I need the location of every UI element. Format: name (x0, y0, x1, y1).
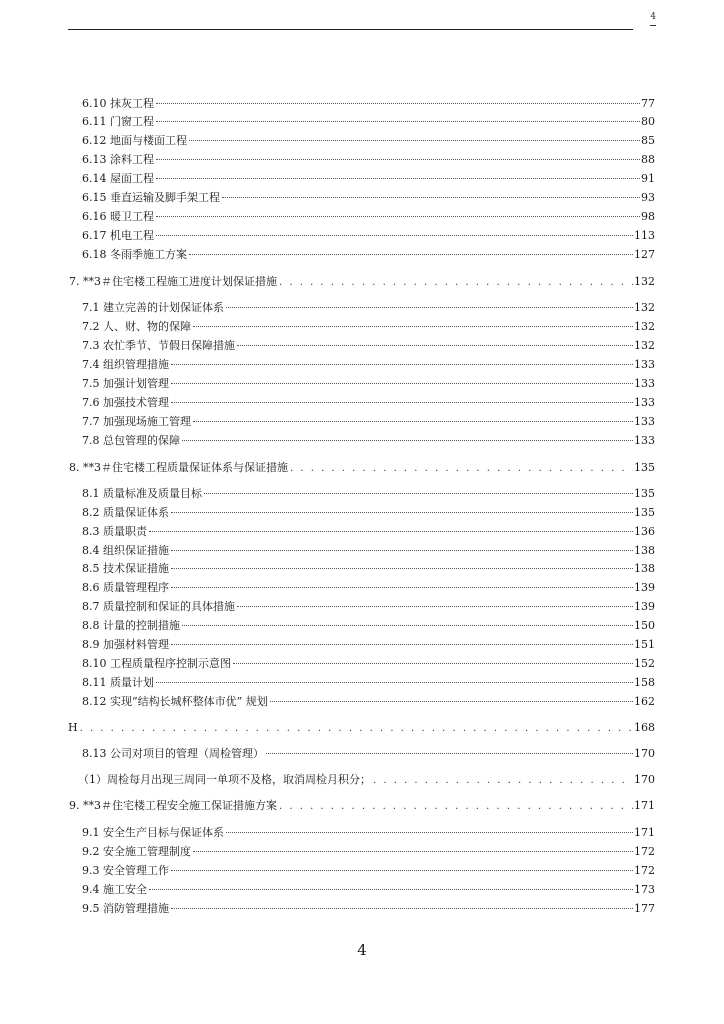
toc-label: 6.17 机电工程 (82, 229, 154, 242)
toc-section[interactable] (68, 721, 655, 735)
toc-label: 9.2 安全施工管理制度 (82, 845, 191, 858)
toc-entry[interactable] (82, 153, 655, 167)
toc-label: 8.2 质量保证体系 (82, 506, 169, 519)
toc-label: 7.4 组织管理措施 (82, 358, 169, 371)
toc-label: 6.11 门窗工程 (82, 115, 154, 128)
toc-page: 113 (634, 229, 655, 242)
toc-label: 9. **3＃住宅楼工程安全施工保证措施方案 (69, 799, 277, 812)
toc-entry[interactable] (82, 845, 655, 859)
toc-page: 135 (634, 487, 655, 500)
toc-label: 8.10 工程质量程序控制示意图 (82, 657, 231, 670)
toc-label: 7.6 加强技术管理 (82, 396, 169, 409)
toc-entry[interactable] (82, 248, 655, 262)
toc-page: 135 (634, 461, 655, 474)
toc-page: 171 (634, 799, 655, 812)
toc-entry[interactable] (82, 747, 655, 761)
toc-page: 133 (634, 358, 655, 371)
toc-label: 7.3 农忙季节、节假日保障措施 (82, 339, 235, 352)
toc-entry[interactable] (82, 562, 655, 576)
toc-label: 7.5 加强计划管理 (82, 377, 169, 390)
toc-entry[interactable] (82, 487, 655, 501)
toc-page: 170 (634, 747, 655, 760)
toc-label: 8.9 加强材料管理 (82, 638, 169, 651)
toc-label: 7. **3＃住宅楼工程施工进度计划保证措施 (69, 275, 277, 288)
toc-label: 8.8 计量的控制措施 (82, 619, 180, 632)
header-rule (68, 29, 633, 30)
toc-entry[interactable] (82, 676, 655, 690)
toc-page: 132 (634, 320, 655, 333)
toc-label: 7.8 总包管理的保障 (82, 434, 180, 447)
toc-entry[interactable] (82, 581, 655, 595)
toc-entry[interactable] (82, 358, 655, 372)
toc-label: 6.12 地面与楼面工程 (82, 134, 187, 147)
toc-entry[interactable] (82, 434, 655, 448)
toc-page: 173 (634, 883, 655, 896)
toc-page: 98 (641, 210, 655, 223)
toc-label: 6.10 抹灰工程 (82, 97, 154, 110)
toc-entry[interactable] (82, 695, 655, 709)
toc-label: 8.13 公司对项目的管理（周检管理） (82, 747, 264, 760)
toc-label: 8.7 质量控制和保证的具体措施 (82, 600, 235, 613)
toc-entry[interactable] (82, 396, 655, 410)
toc-section[interactable] (69, 275, 655, 289)
toc-page: 152 (634, 657, 655, 670)
toc-section[interactable] (78, 773, 655, 787)
toc-page: 136 (634, 525, 655, 538)
toc-page: 132 (634, 339, 655, 352)
toc-page: 91 (641, 172, 655, 185)
toc-entry[interactable] (82, 191, 655, 205)
toc-page: 133 (634, 434, 655, 447)
toc-page: 162 (634, 695, 655, 708)
toc-label: 6.13 涂料工程 (82, 153, 154, 166)
toc-page: 150 (634, 619, 655, 632)
toc-page: 151 (634, 638, 655, 651)
toc-label: 9.1 安全生产目标与保证体系 (82, 826, 224, 839)
toc-label: 8. **3＃住宅楼工程质量保证体系与保证措施 (69, 461, 288, 474)
toc-entry[interactable] (82, 210, 655, 224)
toc-entry[interactable] (82, 134, 655, 148)
toc-page: 172 (634, 864, 655, 877)
toc-entry[interactable] (82, 339, 655, 353)
toc-entry[interactable] (82, 902, 655, 916)
toc-page: 80 (641, 115, 655, 128)
toc-entry[interactable] (82, 301, 655, 315)
toc-label: 8.11 质量计划 (82, 676, 154, 689)
toc-entry[interactable] (82, 506, 655, 520)
toc-entry[interactable] (82, 657, 655, 671)
toc-label: 7.2 人、财、物的保障 (82, 320, 191, 333)
toc-section[interactable] (69, 461, 655, 475)
toc-label: 8.4 组织保证措施 (82, 544, 169, 557)
toc-label: 9.4 施工安全 (82, 883, 147, 896)
toc-entry[interactable] (82, 377, 655, 391)
toc-label: 7.7 加强现场施工管理 (82, 415, 191, 428)
toc-label: H (68, 721, 78, 734)
toc-label: 6.14 屋面工程 (82, 172, 154, 185)
toc-page: 133 (634, 415, 655, 428)
toc-label: 6.15 垂直运输及脚手架工程 (82, 191, 220, 204)
toc-page: 127 (634, 248, 655, 261)
toc-page: 133 (634, 396, 655, 409)
toc-label: 8.12 实现“结构长城杯整体市优” 规划 (82, 695, 268, 708)
toc-entry[interactable] (82, 544, 655, 558)
toc-entry[interactable] (82, 172, 655, 186)
toc-label: 9.3 安全管理工作 (82, 864, 169, 877)
toc-page: 139 (634, 600, 655, 613)
toc-page: 171 (634, 826, 655, 839)
toc-page: 93 (641, 191, 655, 204)
toc-page: 158 (634, 676, 655, 689)
toc-page: 132 (634, 301, 655, 314)
header-tick (650, 25, 656, 26)
toc-entry[interactable] (82, 883, 655, 897)
toc-entry[interactable] (82, 320, 655, 334)
toc-page: 138 (634, 562, 655, 575)
toc-label: 9.5 消防管理措施 (82, 902, 169, 915)
toc-label: 8.6 质量管理程序 (82, 581, 169, 594)
toc-entry[interactable] (82, 229, 655, 243)
toc-label: 8.3 质量职责 (82, 525, 147, 538)
toc-page: 138 (634, 544, 655, 557)
toc-entry[interactable] (82, 864, 655, 878)
toc-label: 8.1 质量标准及质量目标 (82, 487, 202, 500)
toc-entry[interactable] (82, 638, 655, 652)
toc-page: 177 (634, 902, 655, 915)
toc-page: 85 (641, 134, 655, 147)
toc-page: 135 (634, 506, 655, 519)
toc-label: 8.5 技术保证措施 (82, 562, 169, 575)
toc-page: 132 (634, 275, 655, 288)
toc-entry[interactable] (82, 115, 655, 129)
toc-label: （1）周检每月出现三周同一单项不及格，取消周检月积分； (78, 773, 371, 786)
header-page-number: 4 (650, 12, 656, 22)
toc-page: 88 (641, 153, 655, 166)
toc-entry[interactable] (82, 97, 655, 111)
toc-section[interactable] (69, 799, 655, 813)
footer-page-number: 4 (357, 941, 367, 959)
toc-page: 168 (634, 721, 655, 734)
toc-entry[interactable] (82, 619, 655, 633)
toc-label: 6.18 冬雨季施工方案 (82, 248, 187, 261)
toc-label: 7.1 建立完善的计划保证体系 (82, 301, 224, 314)
toc-page: 139 (634, 581, 655, 594)
toc-entry[interactable] (82, 525, 655, 539)
toc-entry[interactable] (82, 826, 655, 840)
toc-entry[interactable] (82, 415, 655, 429)
toc-label: 6.16 暖卫工程 (82, 210, 154, 223)
toc-entry[interactable] (82, 600, 655, 614)
toc-page: 172 (634, 845, 655, 858)
toc-page: 133 (634, 377, 655, 390)
toc-page: 170 (634, 773, 655, 786)
toc-page: 77 (641, 97, 655, 110)
